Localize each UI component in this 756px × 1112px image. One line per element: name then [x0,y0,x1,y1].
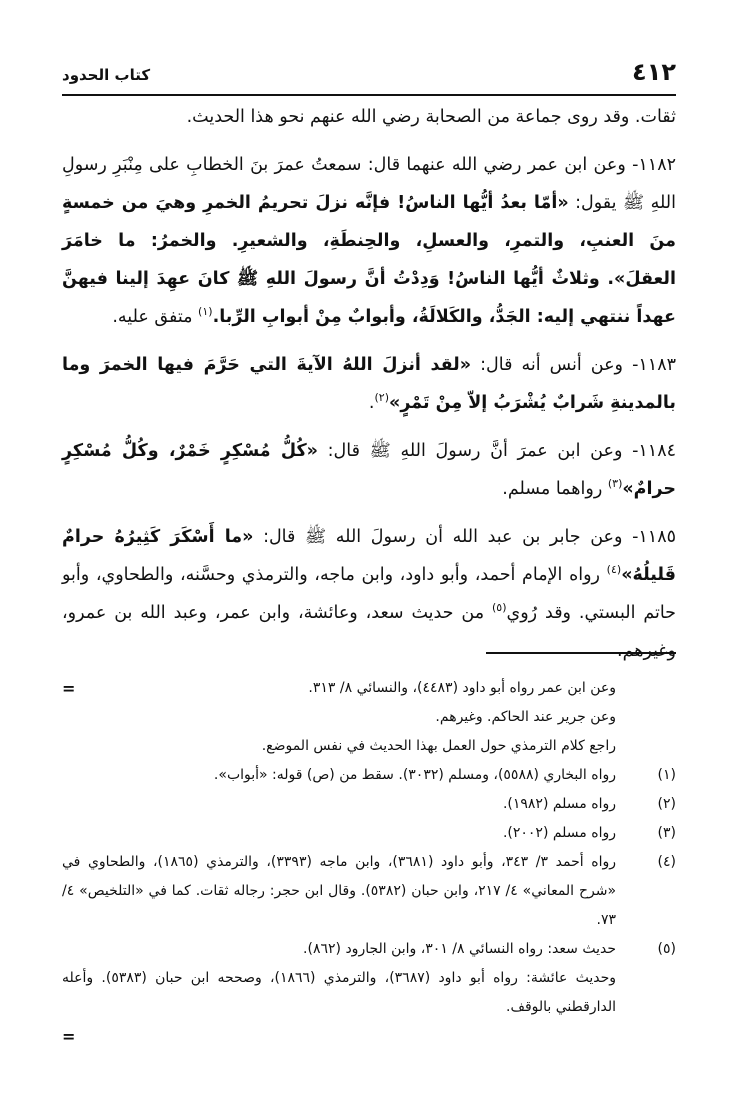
hadith-quote: «ما أَسْكَرَ كَثِيرُهُ حرامٌ قَليلُهُ» [62,527,676,585]
footnote-3 [62,819,676,848]
hadith-intro: ١١٨٥- وعن جابر بن عبد الله أن رسولَ الله ﷺ قال: [253,527,676,547]
footnote-number: (١) [657,767,676,783]
footnote-text: رواه البخاري (٥٥٨٨)، ومسلم (٣٠٣٢). سقط من (ص) قوله: «أبواب». [213,767,616,783]
footnote-5-continued [62,964,676,1022]
footnote-number: (٢) [657,796,676,812]
footnotes [62,674,676,1046]
footnote-continuation [62,674,676,703]
footnote-number: (٣) [657,825,676,841]
hadith-quote: «كُلُّ مُسْكِرٍ خَمْرٌ، وكُلُّ مُسْكِرٍ حرامٌ» [62,441,676,499]
hadith-1184 [62,432,676,508]
footnote-text: وعن ابن عمر رواه أبو داود (٤٤٨٣)، والنسائي ٨/ ٣١٣. [308,680,616,696]
footnote-number: (٥) [657,941,676,957]
continuation-marker: = [62,679,76,698]
paragraph-continuation [62,98,676,136]
footnote-ref: (٥) [492,601,507,615]
footnote-number: (٤) [657,854,676,870]
footnote-ref: (٣) [607,477,623,491]
hadith-intro: ١١٨٤- وعن ابن عمرَ أنَّ رسولَ اللهِ ﷺ قال: [317,441,677,461]
footnote-separator [486,652,676,654]
footnote-text: رواه مسلم (٢٠٠٢). [502,825,616,841]
continuation-text: ثقات. وقد روى جماعة من الصحابة رضي الله عنهم نحو هذا الحديث. [186,107,676,127]
footnote-1 [62,761,676,790]
hadith-1185 [62,518,676,670]
footnote-ref: (٤) [606,563,622,577]
footnote-5 [62,935,676,964]
footnote-text: رواه مسلم (١٩٨٢). [502,796,616,812]
hadith-intro: ١١٨٣- وعن أنس أنه قال: [471,355,676,375]
main-text [62,98,676,680]
footnote-text: وعن جرير عند الحاكم. وغيرهم. [435,709,616,725]
footnote-4 [62,848,676,935]
hadith-quote: «أمّا بعدُ أيُّها الناسُ! فإنَّه نزلَ تحريمُ الخمرِ وهيَ من خمسةٍ منَ العنبِ، والتمرِ، والعسلِ، والحِنطَةِ، والشعيرِ. والخمرُ: ما خامَرَ العقلَ». وثلاثٌ أيُّها الناسُ! وَدِدْتُ أنَّ رسولَ اللهِ ﷺ كانَ عهِدَ إلينا فيهنَّ عهداً ننتهي إليه: الجَدُّ، والكَلالَةُ، وأبوابٌ مِنْ أبوابِ الرِّبا. [62,193,676,327]
hadith-tail: من حديث سعد، وعائشة، وابن عمر، وعبد الله بن عمرو، وغيرهم. [62,603,676,661]
footnote-ref: (٢) [374,391,390,405]
footnote-text: وحديث عائشة: رواه أبو داود (٣٦٨٧)، والترمذي (١٨٦٦)، وصححه ابن حبان (٥٣٨٣). وأعله الدارقطني بالوقف. [62,970,616,1015]
book-title: كتاب الحدود [62,66,151,84]
footnote-continuation [62,732,676,761]
hadith-source: رواه الإمام أحمد، وأبو داود، وابن ماجه، والترمذي وحسَّنه، والطحاوي، وأبو حاتم البستي. وقد رُوي [62,565,676,623]
footnote-text: حديث سعد: رواه النسائي ٨/ ٣٠١، وابن الجارود (٨٦٢). [303,941,616,957]
page-header [62,58,676,96]
footnote-text: رواه أحمد ٣/ ٣٤٣، وأبو داود (٣٦٨١)، وابن ماجه (٣٣٩٣)، والترمذي (١٨٦٥)، والطحاوي في «شرح المعاني» ٤/ ٢١٧، وابن حبان (٥٣٨٢). وقال ابن حجر: رجاله ثقات. كما في «التلخيص» ٤/ ٧٣. [62,854,617,928]
hadith-1182 [62,146,676,336]
page-number: ٤١٢ [632,58,676,86]
hadith-source: رواهما مسلم. [502,479,608,499]
hadith-intro: ١١٨٢- وعن ابن عمر رضي الله عنهما قال: سمعتُ عمرَ بنَ الخطابِ على مِنْبَرِ رسولِ اللهِ ﷺ يقول: [62,155,676,213]
hadith-tail: . [368,393,375,413]
footnote-2 [62,790,676,819]
continuation-marker: = [62,1027,76,1046]
footnote-continuation [62,703,676,732]
footnote-text: راجع كلام الترمذي حول العمل بهذا الحديث في نفس الموضع. [261,738,616,754]
hadith-quote: «لقد أنزلَ اللهُ الآيةَ التي حَرَّمَ فيها الخمرَ وما بالمدينةِ شَرابٌ يُشْرَبُ إلاّ مِنْ تَمْرٍ» [62,355,676,413]
hadith-source: متفق عليه. [112,307,199,327]
hadith-1183 [62,346,676,422]
footnote-ref: (١) [198,305,213,319]
